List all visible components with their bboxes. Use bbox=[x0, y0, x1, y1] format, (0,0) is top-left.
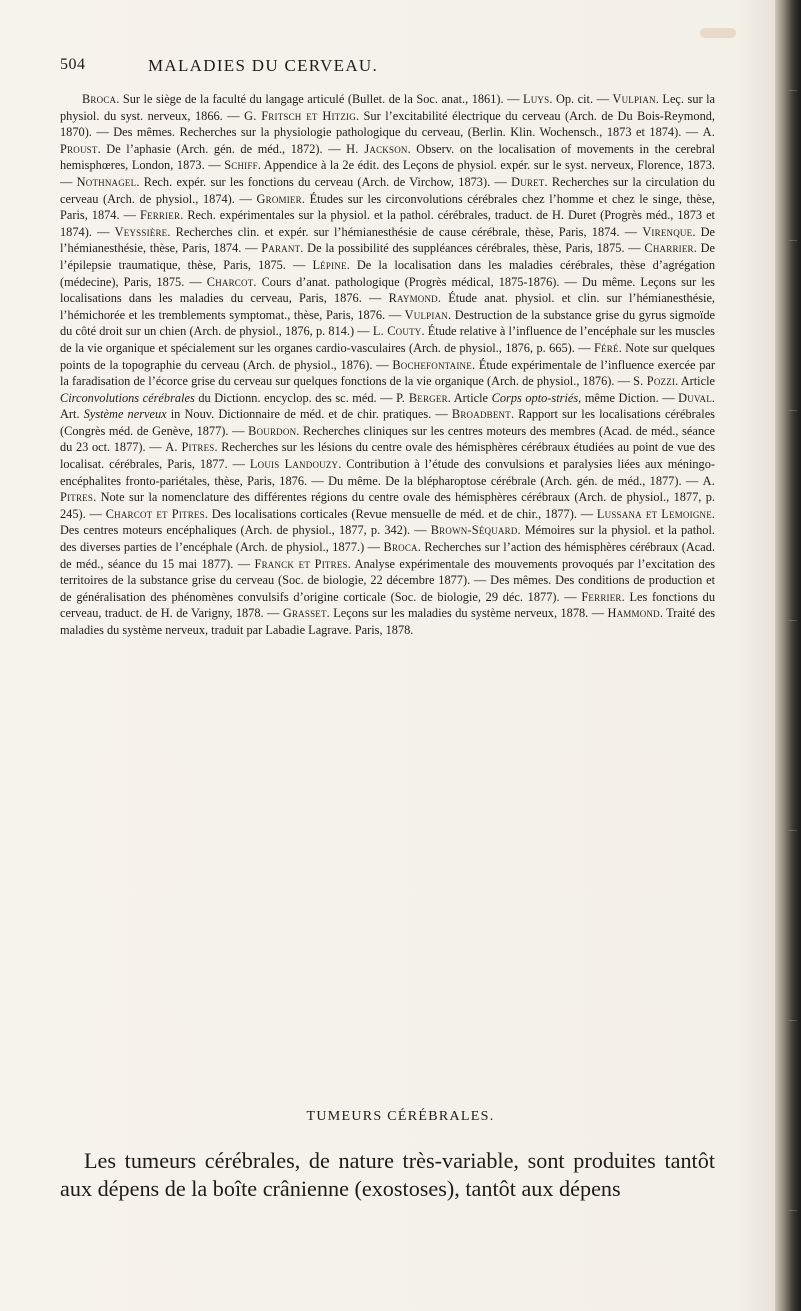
entry-text: Recherches clin. et expér. sur l’hémianesthésie de cause cérébrale, thèse, Paris, 1874. bbox=[175, 224, 620, 239]
entry-text: Appendice à la 2e édit. des Leçons de physiol. expér. sur le syst. nerveux, Florence, 1873. bbox=[263, 158, 715, 173]
entry-text: Note sur la nomenclature des différentes régions du centre ovale des hémisphères cérébraux (Arch. de physiol., 1877, p. 245). bbox=[60, 490, 716, 521]
bibliography-entry: Vulpian. Destruction de la substance grise du gyrus sigmoïde du côté droit sur un chien (Arch. de physiol., 1876, p. 814.) bbox=[60, 307, 716, 339]
entry-author: Franck et Pitres bbox=[254, 556, 348, 571]
bibliography-entry: Charcot. Cours d’anat. pathologique (Progrès médical, 1875-1876). bbox=[206, 274, 560, 289]
book-binding-edge bbox=[775, 0, 801, 1311]
bibliography-entry: Broadbent. Rapport sur les localisations cérébrales (Congrès méd. de Genève, 1877). bbox=[60, 407, 715, 438]
entry-author: P. Berger bbox=[396, 390, 448, 405]
entry-text: Observ. on the localisation of movements in the cerebral hemisphœres, London, 1873. bbox=[60, 141, 716, 173]
entry-author: Duval bbox=[678, 390, 712, 405]
bibliography-entry: Raymond. Étude anat. physiol. et clin. sur l’hémianesthésie, l’hémichorée et les tremblements symptomat., thèse, Paris, 1876. bbox=[60, 291, 716, 322]
bibliography-entry: Charcot et Pitres. Des localisations corticales (Revue mensuelle de méd. et de chir., 1877). bbox=[105, 506, 577, 521]
bibliography-paragraph: Broca. Sur le siège de la faculté du langage articulé (Bullet. de la Soc. anat., 1861). — Luys. Op. cit. — Vulpian. Leç. sur la physiol. du syst. nerveux, 1866. — G. Fritsch et Hitzig. Sur l’excitabilité électrique du cerveau (Arch. de Du Bois-Reymond, 1870). — Des mêmes. Recherches sur la physiologie pathologique du cerveau, (Berlin. Klin. Wochensch., 1873 et 1874). — A. Proust. De l’aphasie (Arch. gén. de méd., 1872). — H. Jackson. Observ. on the localisation of movements in the cerebral hemisphœres, London, 1873. — Schiff. Appendice à la 2e édit. des Leçons de physiol. expér. sur le syst. nerveux, Florence, 1873. — Nothnagel. Rech. expér. sur les fonctions du cerveau (Arch. de Virchow, 1873). — Duret. Recherches sur la circulation du cerveau (Arch. de physiol., 1874). — Gromier. Études sur les circonvolutions cérébrales chez l’homme et chez le singe, thèse, Paris, 1874. — Ferrier. Rech. expérimentales sur la physiol. et la pathol. cérébrales, traduct. de H. Duret (Progrès méd., 1873 et 1874). — Veyssière. Recherches clin. et expér. sur l’hémianesthésie de cause cérébrale, thèse, Paris, 1874. — Virenque. De l’hémianesthésie, thèse, Paris, 1874. — Parant. De la possibilité des suppléances cérébrales, thèse, Paris, 1875. — Charrier. De l’épilepsie traumatique, thèse, Paris, 1875. — Lépine. De la localisation dans les maladies cérébrales, thèse d’agrégation (médecine), Paris, 1875. — Charcot. Cours d’anat. pathologique (Progrès médical, 1875-1876). — Du même. Leçons sur les localisations dans les maladies du cerveau, Paris, 1876. — Raymond. Étude anat. physiol. et clin. sur l’hémianesthésie, l’hémichorée et les tremblements symptomat., thèse, Paris, 1876. — Vulpian. Destruction de la substance grise du gyrus sigmoïde du côté droit sur un chien (Arch. de physiol., 1876, p. 814.) — L. Couty. Étude relative à l’influence de l’encéphale sur les muscles de la vie organique et spécialement sur les organes cardio-vasculaires (Arch. de physiol., 1876, p. 665). — Féré. Note sur quelques points de la topographie du cerveau (Arch. de physiol., 1876). — Bochefontaine. Étude expérimentale de l’influence exercée par la faradisation de l’écorce grise du cerveau sur quelques fonctions de la vie organique (Arch. de physiol., 1876). — S. Pozzi. Article Circonvolutions cérébrales du Dictionn. encyclop. des sc. méd. — P. Berger. Article Corps opto-striés, même Diction. — Duval. Art. Système nerveux in Nouv. Dictionnaire de méd. et de chir. pratiques. — Broadbent. Rapport sur les localisations cérébrales (Congrès méd. de Genève, 1877). — Bourdon. Recherches cliniques sur les centres moteurs des membres (Acad. de méd., séance du 23 oct. 1877). — A. Pitres. Recherches sur les lésions du centre ovale des hémisphères cérébraux étudiées au point de vue des localisat. cérébrales, Paris, 1877. — Louis Landouzy. Contribution à l’étude des convulsions et paralysies liées aux méningo-encéphalites fronto-pariétales, thèse, Paris, 1876. — Du même. De la blépharoptose cérébrale (Arch. gén. de méd., 1877). — A. Pitres. Note sur la nomenclature des différentes régions du centre ovale des hémisphères cérébraux (Arch. de physiol., 1877, p. 245). — Charcot et Pitres. Des localisations corticales (Revue mensuelle de méd. et de chir., 1877). — Lussana et Lemoigne. Des centres moteurs encéphaliques (Arch. de physiol., 1877, p. 342). — Brown-Séquard. Mémoires sur la physiol. et la pathol. des diverses parties de l’encéphale (Arch. de physiol., 1877.) — Broca. Recherches sur l’action des hémisphères cérébraux (Acad. de méd., séance du 15 mai 1877). — Franck et Pitres. Analyse expérimentale des mouvements provoqués par l’excitation des territoires de la substance grise du cerveau (Soc. de biologie, 22 décembre 1877). — Des mêmes. Des conditions de production et de généralisation des phénomènes convulsifs d’origine corticale (Soc. de biologie, 29 déc. 1877). — Ferrier. Les fonctions du cerveau, traduct. de H. de Varigny, 1878. — Grasset. Leçons sur les maladies du système nerveux, 1878. — Hammond. Traité des maladies du système nerveux, traduit par Labadie Lagrave. Paris, 1878. bbox=[60, 92, 716, 637]
entry-author: Virenque bbox=[642, 224, 693, 239]
bibliography-entry: Des mêmes. Recherches sur la physiologie pathologique du cerveau, (Berlin. Klin. Wochensch., 1873 et 1874). bbox=[113, 125, 682, 140]
entry-text: Mémoires sur la physiol. et la pathol. des diverses parties de l’encéphale (Arch. de physiol., 1877.) bbox=[60, 523, 715, 555]
entry-text: Les fonctions du cerveau, traduct. de H. de Varigny, 1878. bbox=[60, 589, 716, 621]
entry-text: De la localisation dans les maladies cérébrales, thèse d’agrégation (médecine), Paris, 1875. bbox=[60, 257, 716, 289]
bibliography-entry: Duret. Recherches sur la circulation du cerveau (Arch. de physiol., 1874). bbox=[60, 174, 716, 206]
entry-author: Charcot et Pitres bbox=[105, 506, 205, 521]
entry-author: Ferrier bbox=[139, 208, 181, 223]
entry-author: A. Pitres bbox=[60, 473, 716, 505]
entry-text: Étude relative à l’influence de l’encéphale sur les muscles de la vie organique et spécialement sur les organes cardio-vasculaires (Arch. de physiol., 1876, p. 665). bbox=[60, 324, 715, 355]
bibliography-entry: Broca. Sur le siège de la faculté du langage articulé (Bullet. de la Soc. anat., 1861). bbox=[82, 92, 504, 106]
running-title: MALADIES DU CERVEAU. bbox=[148, 56, 379, 75]
bibliography-entry: Du même. De la blépharoptose cérébrale (Arch. gén. de méd., 1877). bbox=[328, 473, 682, 488]
entry-text: Note sur quelques points de la topographie du cerveau (Arch. de physiol., 1876). bbox=[60, 340, 715, 372]
entry-text: De l’hémianesthésie, thèse, Paris, 1874. bbox=[60, 224, 716, 256]
bibliography-entry: Franck et Pitres. Analyse expérimentale des mouvements provoqués par l’excitation des territoires de la substance grise du cerveau (Soc. de biologie, 22 décembre 1877). bbox=[60, 556, 715, 588]
entry-author: Brown-Séquard bbox=[430, 523, 518, 538]
entry-text: Rapport sur les localisations cérébrales (Congrès méd. de Genève, 1877). bbox=[60, 407, 715, 438]
bibliography-entry: Lussana et Lemoigne. Des centres moteurs encéphaliques (Arch. de physiol., 1877, p. 342). bbox=[60, 506, 716, 538]
entry-text: Destruction de la substance grise du gyrus sigmoïde du côté droit sur un chien (Arch. de physiol., 1876, p. 814.) bbox=[60, 307, 716, 339]
entry-author: Féré bbox=[594, 340, 619, 355]
entry-author: Du même bbox=[328, 473, 378, 488]
entry-author: Lépine bbox=[312, 257, 347, 272]
entry-author: A. Pitres bbox=[165, 440, 215, 455]
entry-text: Recherches sur la physiologie pathologique du cerveau, (Berlin. Klin. Wochensch., 1873 et 1874). bbox=[179, 125, 682, 140]
entry-text: Article bbox=[453, 390, 492, 405]
entry-author: Broca bbox=[383, 540, 418, 555]
entry-tail: in Nouv. Dictionnaire de méd. et de chir. pratiques. bbox=[166, 407, 432, 422]
entry-tail: du Dictionn. encyclop. des sc. méd. bbox=[194, 390, 377, 405]
entry-text: Article bbox=[680, 374, 715, 389]
bibliography-entry: H. Jackson. Observ. on the localisation of movements in the cerebral hemisphœres, London, 1873. bbox=[60, 141, 716, 173]
bibliography-entry: Louis Landouzy. Contribution à l’étude des convulsions et paralysies liées aux méningo-encéphalites fronto-pariétales, thèse, Paris, 1876. bbox=[60, 457, 716, 488]
entry-text: Leç. sur la physiol. du syst. nerveux, 1866. bbox=[60, 92, 716, 123]
bibliography-entry: Schiff. Appendice à la 2e édit. des Leçons de physiol. expér. sur le syst. nerveux, Florence, 1873. bbox=[224, 158, 715, 173]
bibliography-entry: Duval. Art. Système nerveux in Nouv. Dictionnaire de méd. et de chir. pratiques. bbox=[60, 390, 716, 422]
entry-text: Des conditions de production et de généralisation des phénomènes convulsifs d’origine corticale (Soc. de biologie, 29 déc. 1877). bbox=[60, 573, 716, 604]
bibliography-entry: P. Berger. Article Corps opto-striés, même Diction. bbox=[396, 390, 659, 405]
paper-stain bbox=[700, 28, 736, 38]
entry-author: H. Jackson bbox=[346, 141, 408, 156]
entry-author: Ferrier bbox=[581, 589, 622, 604]
entry-author: Grasset bbox=[282, 606, 327, 621]
bibliography-entry: A. Pitres. Recherches sur les lésions du centre ovale des hémisphères cérébraux étudiées au point de vue des localisat. cérébrales, Paris, 1877. bbox=[60, 440, 716, 472]
bibliography-entry: A. Proust. De l’aphasie (Arch. gén. de méd., 1872). bbox=[60, 125, 716, 156]
binding-highlight bbox=[789, 410, 797, 411]
running-head bbox=[60, 56, 710, 80]
entry-author: Bourdon bbox=[248, 423, 297, 438]
entry-text: Art. bbox=[60, 407, 84, 422]
bibliography-entry: Brown-Séquard. Mémoires sur la physiol. et la pathol. des diverses parties de l’encéphale (Arch. de physiol., 1877.) bbox=[60, 523, 715, 555]
entry-author: Louis Landouzy bbox=[249, 457, 339, 472]
binding-highlight bbox=[789, 90, 797, 91]
section-heading: TUMEURS CÉRÉBRALES. bbox=[306, 1109, 495, 1124]
entry-author: Parant bbox=[261, 241, 301, 256]
entry-text: Traité des maladies du système nerveux, traduit par Labadie Lagrave. Paris, 1878. bbox=[60, 606, 716, 637]
entry-author: Broadbent bbox=[451, 407, 511, 422]
bibliography-entry: Luys. Op. cit. bbox=[522, 92, 594, 106]
entry-text: De la possibilité des suppléances cérébrales, thèse, Paris, 1875. bbox=[307, 241, 625, 256]
bibliography-entry: Grasset. Leçons sur les maladies du système nerveux, 1878. bbox=[282, 606, 589, 621]
entry-author: Nothnagel bbox=[76, 174, 137, 189]
entry-author: Luys bbox=[522, 92, 550, 106]
entry-text: Op. cit. bbox=[555, 92, 594, 106]
entry-text: Analyse expérimentale des mouvements provoqués par l’excitation des territoires de la substance grise du cerveau (Soc. de biologie, 22 décembre 1877). bbox=[60, 556, 715, 588]
entry-author: Veyssière bbox=[114, 224, 168, 239]
entry-author: Lussana et Lemoigne bbox=[596, 506, 712, 521]
entry-text: Des centres moteurs encéphaliques (Arch. de physiol., 1877, p. 342). bbox=[60, 523, 411, 538]
entry-author: Charrier bbox=[644, 241, 694, 256]
entry-text: Sur le siège de la faculté du langage articulé (Bullet. de la Soc. anat., 1861). bbox=[122, 92, 504, 106]
entry-title: Système nerveux bbox=[83, 407, 167, 422]
entry-text: Leçons sur les localisations dans les maladies du cerveau, Paris, 1876. bbox=[60, 274, 715, 306]
bibliography-entry: Des mêmes. Des conditions de production et de généralisation des phénomènes convulsifs d’origine corticale (Soc. de biologie, 29 déc. 1877). bbox=[60, 573, 716, 604]
bibliography-entry: Ferrier. Rech. expérimentales sur la physiol. et la pathol. cérébrales, traduct. de H. Duret (Progrès méd., 1873 et 1874). bbox=[60, 208, 715, 239]
bibliography-entry: Parant. De la possibilité des suppléances cérébrales, thèse, Paris, 1875. bbox=[261, 241, 625, 256]
entry-author: Charcot bbox=[206, 274, 254, 289]
entry-text: Des localisations corticales (Revue mensuelle de méd. et de chir., 1877). bbox=[211, 506, 577, 521]
entry-text: Recherches sur l’action des hémisphères cérébraux (Acad. de méd., séance du 15 mai 1877). bbox=[60, 540, 716, 571]
bibliography-entry: Lépine. De la localisation dans les maladies cérébrales, thèse d’agrégation (médecine), Paris, 1875. bbox=[60, 257, 716, 289]
bibliography-entry: Bochefontaine. Étude expérimentale de l’influence exercée par la faradisation de l’écorce grise du cerveau sur quelques fonctions de la vie organique (Arch. de physiol., 1876). bbox=[60, 357, 715, 389]
entry-author: Du même bbox=[581, 274, 633, 289]
entry-author: S. Pozzi bbox=[633, 374, 676, 389]
bibliography-entry: A. Pitres. Note sur la nomenclature des différentes régions du centre ovale des hémisphères cérébraux (Arch. de physiol., 1877, p. 245). bbox=[60, 473, 716, 521]
entry-text: Rech. expér. sur les fonctions du cerveau (Arch. de Virchow, 1873). bbox=[143, 174, 491, 189]
entry-author: Vulpian bbox=[404, 307, 448, 322]
binding-highlight bbox=[789, 830, 797, 831]
binding-highlight bbox=[789, 1020, 797, 1021]
entry-tail: , même Diction. bbox=[578, 390, 659, 405]
bibliography-entry: G. Fritsch et Hitzig. Sur l’excitabilité électrique du cerveau (Arch. de Du Bois-Reymond, 1870). bbox=[60, 108, 715, 140]
entry-author: Broca bbox=[82, 92, 117, 106]
entry-text: Cours d’anat. pathologique (Progrès médical, 1875-1876). bbox=[261, 274, 560, 289]
entry-text: Leçons sur les maladies du système nerveux, 1878. bbox=[333, 606, 589, 621]
entry-text: Rech. expérimentales sur la physiol. et la pathol. cérébrales, traduct. de H. Duret (Progrès méd., 1873 et 1874). bbox=[60, 208, 715, 239]
entry-author: Des mêmes bbox=[490, 573, 549, 588]
entry-text: De l’épilepsie traumatique, thèse, Paris, 1875. bbox=[60, 241, 716, 272]
entry-text: Sur l’excitabilité électrique du cerveau (Arch. de Du Bois-Reymond, 1870). bbox=[60, 108, 715, 140]
entry-text: Recherches sur la circulation du cerveau (Arch. de physiol., 1874). bbox=[60, 174, 716, 206]
entry-author: A. Proust bbox=[60, 125, 716, 156]
bibliography-entry: Nothnagel. Rech. expér. sur les fonctions du cerveau (Arch. de Virchow, 1873). bbox=[76, 174, 491, 189]
entry-author: Des mêmes bbox=[113, 125, 172, 140]
entry-title: Circonvolutions cérébrales bbox=[60, 390, 195, 405]
entry-text: De la blépharoptose cérébrale (Arch. gén. de méd., 1877). bbox=[385, 473, 682, 488]
entry-text: Recherches cliniques sur les centres moteurs des membres (Acad. de méd., séance du 23 oct. 1877). bbox=[60, 423, 716, 455]
entry-author: Gromier bbox=[256, 191, 302, 206]
page-number: 504 bbox=[60, 56, 86, 73]
bibliography-entry: Charrier. De l’épilepsie traumatique, thèse, Paris, 1875. bbox=[60, 241, 716, 272]
bibliography-entry: Bourdon. Recherches cliniques sur les centres moteurs des membres (Acad. de méd., séance du 23 oct. 1877). bbox=[60, 423, 716, 455]
bibliography-entry: Broca. Recherches sur l’action des hémisphères cérébraux (Acad. de méd., séance du 15 mai 1877). bbox=[60, 540, 716, 571]
bibliography-entry: L. Couty. Étude relative à l’influence de l’encéphale sur les muscles de la vie organique et spécialement sur les organes cardio-vasculaires (Arch. de physiol., 1876, p. 665). bbox=[60, 324, 715, 355]
entry-title: Corps opto-striés bbox=[491, 390, 579, 405]
entry-text: Recherches sur les lésions du centre ovale des hémisphères cérébraux étudiées au point de vue des localisat. cérébrales, Paris, 1877. bbox=[60, 440, 716, 472]
entry-author: Vulpian bbox=[612, 92, 656, 106]
entry-author: Bochefontaine bbox=[392, 357, 472, 372]
bibliography-entry: Gromier. Études sur les circonvolutions cérébrales chez l’homme et chez le singe, thèse, Paris, 1874. bbox=[60, 191, 716, 223]
binding-highlight bbox=[789, 240, 797, 241]
entry-author: Duret bbox=[511, 174, 545, 189]
entry-text: Contribution à l’étude des convulsions et paralysies liées aux méningo-encéphalites fronto-pariétales, thèse, Paris, 1876. bbox=[60, 457, 716, 488]
entry-author: G. Fritsch et Hitzig bbox=[244, 108, 356, 123]
entry-author: Schiff bbox=[224, 158, 258, 173]
bibliography-entry: S. Pozzi. Article Circonvolutions cérébrales du Dictionn. encyclop. des sc. méd. bbox=[60, 374, 715, 405]
bibliography-entry: Veyssière. Recherches clin. et expér. sur l’hémianesthésie de cause cérébrale, thèse, Paris, 1874. bbox=[114, 224, 620, 239]
bibliography-entry: Vulpian. Leç. sur la physiol. du syst. nerveux, 1866. bbox=[60, 92, 716, 123]
entry-text: Étude anat. physiol. et clin. sur l’hémianesthésie, l’hémichorée et les tremblements symptomat., thèse, Paris, 1876. bbox=[60, 291, 716, 322]
binding-highlight bbox=[789, 1210, 797, 1211]
bibliography-entry: Hammond. Traité des maladies du système nerveux, traduit par Labadie Lagrave. Paris, 1878. bbox=[60, 606, 716, 637]
entry-author: Raymond bbox=[388, 291, 438, 306]
entry-text: Étude expérimentale de l’influence exercée par la faradisation de l’écorce grise du cerveau sur quelques fonctions de la vie organique (Arch. de physiol., 1876). bbox=[60, 357, 715, 389]
bibliography-entry: Virenque. De l’hémianesthésie, thèse, Paris, 1874. bbox=[60, 224, 716, 256]
bibliography-entry: Féré. Note sur quelques points de la topographie du cerveau (Arch. de physiol., 1876). bbox=[60, 340, 715, 372]
bibliography-entry: Du même. Leçons sur les localisations dans les maladies du cerveau, Paris, 1876. bbox=[60, 274, 715, 306]
bibliography-entry: Ferrier. Les fonctions du cerveau, traduct. de H. de Varigny, 1878. bbox=[60, 589, 716, 621]
binding-highlight bbox=[789, 620, 797, 621]
entry-author: L. Couty bbox=[372, 324, 422, 339]
entry-text: De l’aphasie (Arch. gén. de méd., 1872). bbox=[106, 141, 323, 156]
entry-author: Hammond bbox=[607, 606, 660, 621]
section-paragraph: Les tumeurs cérébrales, de nature très-variable, sont produites tantôt aux dépens de la boîte crânienne (exostoses), tantôt aux dépens bbox=[60, 1148, 715, 1201]
entry-text: Études sur les circonvolutions cérébrales chez l’homme et chez le singe, thèse, Paris, 1874. bbox=[60, 191, 716, 223]
